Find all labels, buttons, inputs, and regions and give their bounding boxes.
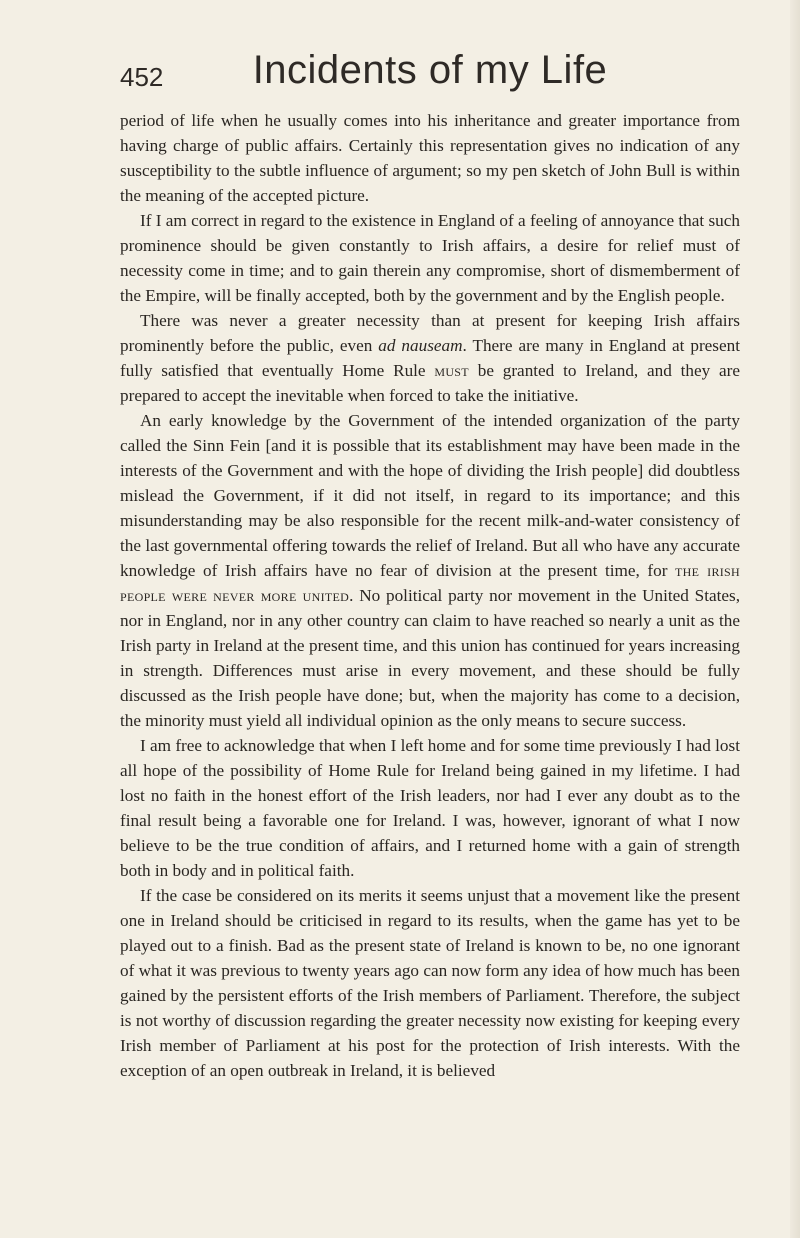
- paragraph: [120, 408, 740, 733]
- body-text: [120, 108, 740, 1083]
- page-number: 452: [120, 62, 164, 92]
- paragraph: If I am correct in regard to the existence in England of a feeling of annoyance that such prominence should be given constantly to Irish affairs, a desire for relief must of necessity come in time; and to gain therein any compromise, short of dismemberment of the Empire, will be finally accepted, both by the government and by the English people.: [120, 211, 740, 305]
- page-header: [120, 48, 740, 108]
- paragraph: period of life when he usually comes into his inheritance and greater importance from having charge of public affairs. Certainly this representation gives no indication of any susceptibility to the subtle influence of argument; so my pen sketch of John Bull is within the meaning of the accepted picture.: [120, 111, 740, 205]
- paragraph: If the case be considered on its merits it seems unjust that a movement like the present one in Ireland should be criticised in regard to its results, when the game has yet to be played out to a finish. Bad as the present state of Ireland is known to be, no one ignorant of what it was previous to twenty years ago can now form any idea of how much has been gained by the persistent efforts of the Irish members of Parliament. Therefore, the subject is not worthy of discussion regarding the greater necessity now existing for keeping every Irish member of Parliament at his post for the protection of Irish interests. With the exception of an open outbreak in Ireland, it is believed: [120, 886, 740, 1080]
- text-run: . There are many in England at present fully satisfied that eventually Home Rule: [120, 336, 740, 380]
- italic-phrase: ad nauseam: [378, 336, 463, 355]
- text-run: . No political party nor movement in the United States, nor in England, nor in any other country can claim to have reached so nearly a unit as the Irish party in Ireland at the present time, and this union has continued for years increasing in strength. Differences must arise in every movement, and these should be fully discussed as the Irish people have done; but, when the majority has come to a decision, the minority must yield all individual opinion as the only means to secure success.: [120, 586, 741, 730]
- paragraph: [120, 308, 740, 408]
- small-caps-word: must: [434, 361, 469, 380]
- running-title: Incidents of my Life: [252, 48, 608, 92]
- text-run: There was never a greater necessity than at present for keeping Irish affairs prominently before the public, even: [120, 311, 740, 355]
- paragraph: I am free to acknowledge that when I left home and for some time previously I had lost all hope of the possibility of Home Rule for Ireland being gained in my lifetime. I had lost no faith in the honest effort of the Irish leaders, nor had I ever any doubt as to the final result being a favorable one for Ireland. I was, however, ignorant of what I now believe to be the true condition of affairs, and I returned home with a gain of strength both in body and in political faith.: [120, 736, 740, 880]
- small-caps-phrase: the irish people were never more united: [120, 561, 740, 605]
- text-run: An early knowledge by the Government of the intended organization of the party called the Sinn Fein [and it is possible that its establishment may have been made in the interests of the Government and with the hope of dividing the Irish people] did doubtless mislead the Government, if it did not itself, in regard to its importance; and this misunderstanding may be also responsible for the recent milk-and-water consistency of the last governmental offering towards the relief of Ireland. But all who have any accurate knowledge of Irish affairs have no fear of division at the present time, for: [120, 411, 740, 580]
- page-edge: [790, 0, 800, 1238]
- text-run: be granted to Ireland, and they are prepared to accept the inevitable when forced to take the initiative.: [120, 361, 740, 405]
